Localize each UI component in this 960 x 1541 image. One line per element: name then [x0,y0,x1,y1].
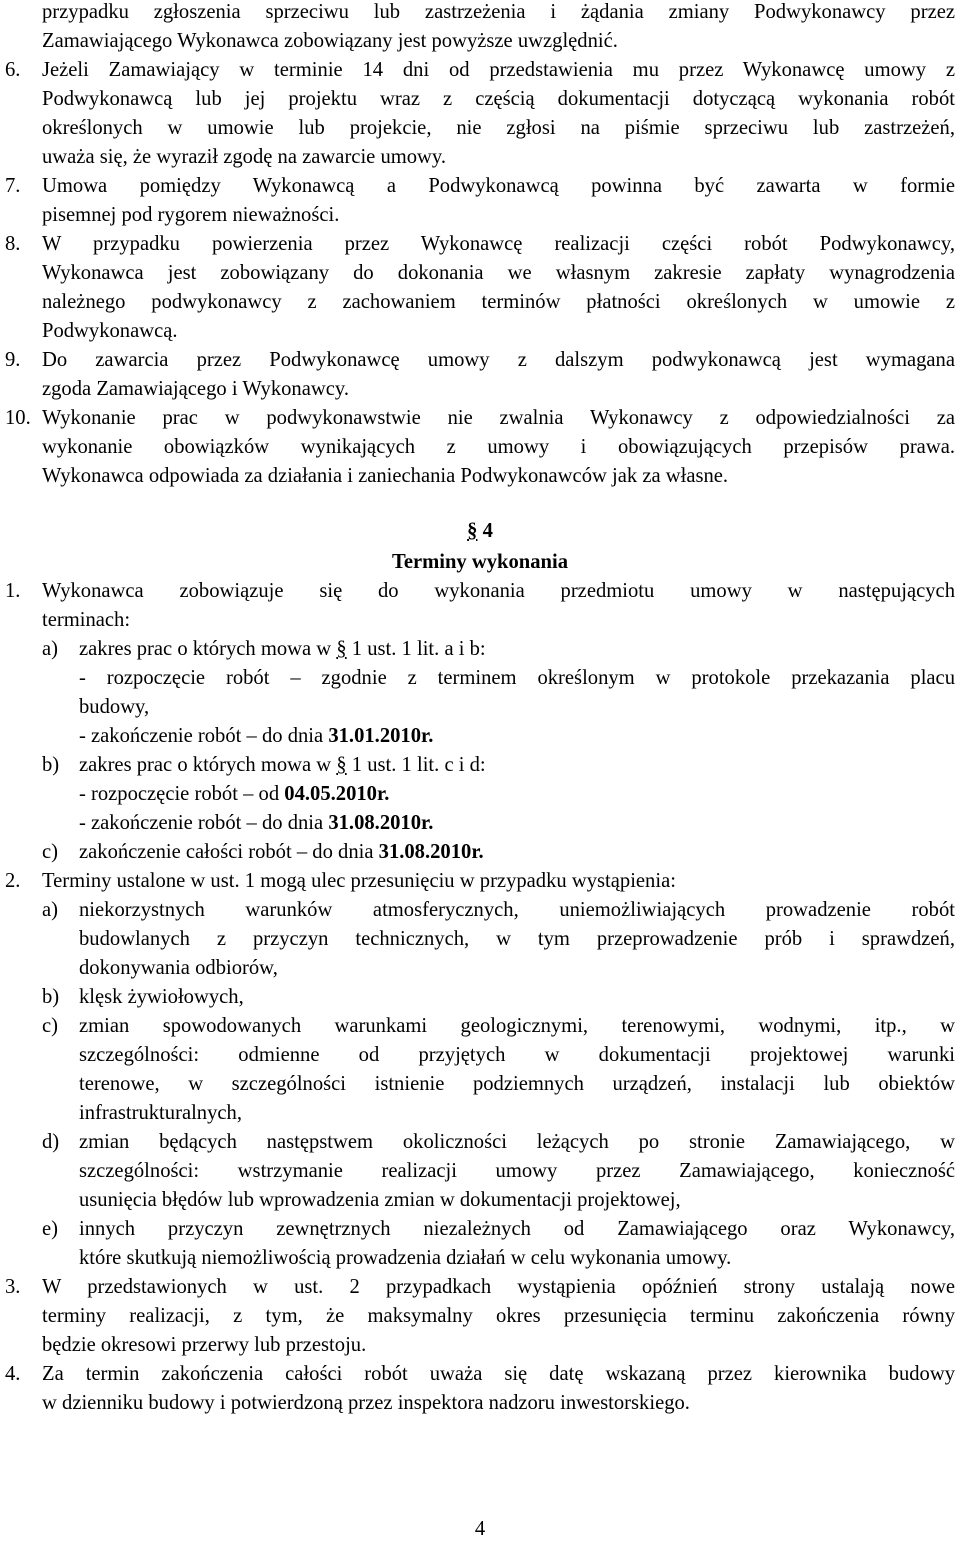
paragraph-line: zmian będących następstwem okoliczności leżących po stronie Zamawiającego, w [79,1131,955,1153]
paragraph-line: dokonywania odbiorów, [79,957,278,979]
list-number: 10. [5,407,31,429]
text-part: - rozpoczęcie robót – od [79,783,285,805]
list-number: 6. [5,59,21,81]
paragraph-line: terminach: [42,609,131,631]
paragraph-line: Zamawiającego Wykonawca zobowiązany jest powyższe uwzględnić. [42,30,618,52]
text-part: - zakończenie robót – do dnia [79,812,329,834]
paragraph-line: należnego podwykonawcy z zachowaniem terminów płatności określonych w umowie z [42,291,955,313]
section-number-value: 4 [482,520,493,542]
paragraph-line: szczególności: odmienne od przyjętych w dokumentacji projektowej warunki [79,1044,955,1066]
section-sign: § [336,754,347,776]
paragraph-line: przypadku zgłoszenia sprzeciwu lub zastrzeżenia i żądania zmiany Podwykonawcy przez [42,1,955,23]
paragraph-line: - rozpoczęcie robót – zgodnie z terminem określonym w protokole przekazania placu [79,667,955,689]
paragraph-line: niekorzystnych warunków atmosferycznych, uniemożliwiających prowadzenie robót [79,899,955,921]
paragraph-line: budowy, [79,696,150,718]
paragraph-line: W przedstawionych w ust. 2 przypadkach wystąpienia opóźnień strony ustalają nowe [42,1276,955,1298]
paragraph-line: terenowe, w szczególności istnienie podziemnych urządzeń, instalacji lub obiektów [79,1073,955,1095]
sub-label: e) [42,1218,58,1240]
list-number: 9. [5,349,21,371]
sub-label: b) [42,986,60,1008]
text-part: zakres prac o których mowa w [79,754,337,776]
paragraph-line: W przypadku powierzenia przez Wykonawcę realizacji części robót Podwykonawcy, [42,233,955,255]
paragraph-line: Wykonawca odpowiada za działania i zaniechania Podwykonawców jak za własne. [42,465,729,487]
paragraph-line: klęsk żywiołowych, [79,986,244,1008]
paragraph-line: Do zawarcia przez Podwykonawcę umowy z dalszym podwykonawcą jest wymagana [42,349,955,371]
sub-label: b) [42,754,60,776]
section-number [0,520,960,543]
paragraph-line: Jeżeli Zamawiający w terminie 14 dni od przedstawienia mu przez Wykonawcę umowy z [42,59,955,81]
paragraph-line: Za termin zakończenia całości robót uważa się datę wskazaną przez kierownika budowy [42,1363,955,1385]
paragraph-line: uważa się, że wyraził zgodę na zawarcie umowy. [42,146,447,168]
paragraph-line: terminy realizacji, z tym, że maksymalny okres przesunięcia terminu zakończenia równy [42,1305,955,1327]
paragraph-line: budowlanych z przyczyn technicznych, w tym przeprowadzenie prób i sprawdzeń, [79,928,955,950]
date-value: 04.05.2010r. [284,783,390,805]
date-value: 31.08.2010r. [328,812,434,834]
sub-label: a) [42,899,58,921]
text-part: zakres prac o których mowa w [79,638,337,660]
paragraph-line: Podwykonawcą. [42,320,178,342]
paragraph-line: szczególności: wstrzymanie realizacji umowy przez Zamawiającego, konieczność [79,1160,955,1182]
section-title: Terminy wykonania [391,551,569,573]
paragraph-line: innych przyczyn zewnętrznych niezależnych od Zamawiającego oraz Wykonawcy, [79,1218,955,1240]
paragraph-line: pisemnej pod rygorem nieważności. [42,204,340,226]
paragraph-line [79,784,389,805]
paragraph-line: Terminy ustalone w ust. 1 mogą ulec przesunięciu w przypadku wystąpienia: [42,870,676,892]
text-part: 1 ust. 1 lit. a i b: [346,638,486,660]
paragraph-line: wykonanie obowiązków wynikających z umowy i obowiązujących przepisów prawa. [42,436,955,458]
paragraph-line: będzie okresowi przerwy lub przestoju. [42,1334,367,1356]
text-part: - zakończenie robót – do dnia [79,725,329,747]
paragraph-line: usunięcia błędów lub wprowadzenia zmian w dokumentacji projektowej, [79,1189,681,1211]
text-part: zakończenie całości robót – do dnia [79,841,379,863]
date-value: 31.08.2010r. [378,841,484,863]
sub-label: c) [42,841,58,863]
paragraph-line: które skutkują niemożliwością prowadzenia działań w celu wykonania umowy. [79,1247,732,1269]
list-number: 8. [5,233,21,255]
paragraph-line [79,813,433,834]
section-sign: § [467,520,478,542]
paragraph-line: określonych w umowie lub projekcie, nie zgłosi na piśmie sprzeciwu lub zastrzeżeń, [42,117,955,139]
sub-label: a) [42,638,58,660]
paragraph-line: Umowa pomiędzy Wykonawcą a Podwykonawcą powinna być zawarta w formie [42,175,955,197]
paragraph-line: infrastrukturalnych, [79,1102,242,1124]
list-number: 7. [5,175,21,197]
paragraph-line: zmian spowodowanych warunkami geologicznymi, terenowymi, wodnymi, itp., w [79,1015,955,1037]
page-number: 4 [474,1518,486,1540]
sub-label: d) [42,1131,60,1153]
list-number: 4. [5,1363,21,1385]
sub-label: c) [42,1015,58,1037]
paragraph-line [79,726,433,747]
paragraph-line: Wykonawca zobowiązuje się do wykonania przedmiotu umowy w następujących [42,580,955,602]
text-part: 1 ust. 1 lit. c i d: [346,754,486,776]
paragraph-line [79,842,484,863]
date-value: 31.01.2010r. [328,725,434,747]
list-number: 2. [5,870,21,892]
paragraph-line: Wykonawca jest zobowiązany do dokonania we własnym zakresie zapłaty wynagrodzenia [42,262,955,284]
paragraph-line: zgoda Zamawiającego i Wykonawcy. [42,378,349,400]
list-number: 1. [5,580,21,602]
paragraph-line: w dzienniku budowy i potwierdzoną przez inspektora nadzoru inwestorskiego. [42,1392,690,1414]
paragraph-line [79,755,486,776]
list-number: 3. [5,1276,21,1298]
paragraph-line: Podwykonawcą lub jej projektu wraz z częścią dokumentacji dotyczącą wykonania robót [42,88,955,110]
paragraph-line [79,639,486,660]
section-sign: § [336,638,347,660]
paragraph-line: Wykonanie prac w podwykonawstwie nie zwalnia Wykonawcy z odpowiedzialności za [42,407,955,429]
